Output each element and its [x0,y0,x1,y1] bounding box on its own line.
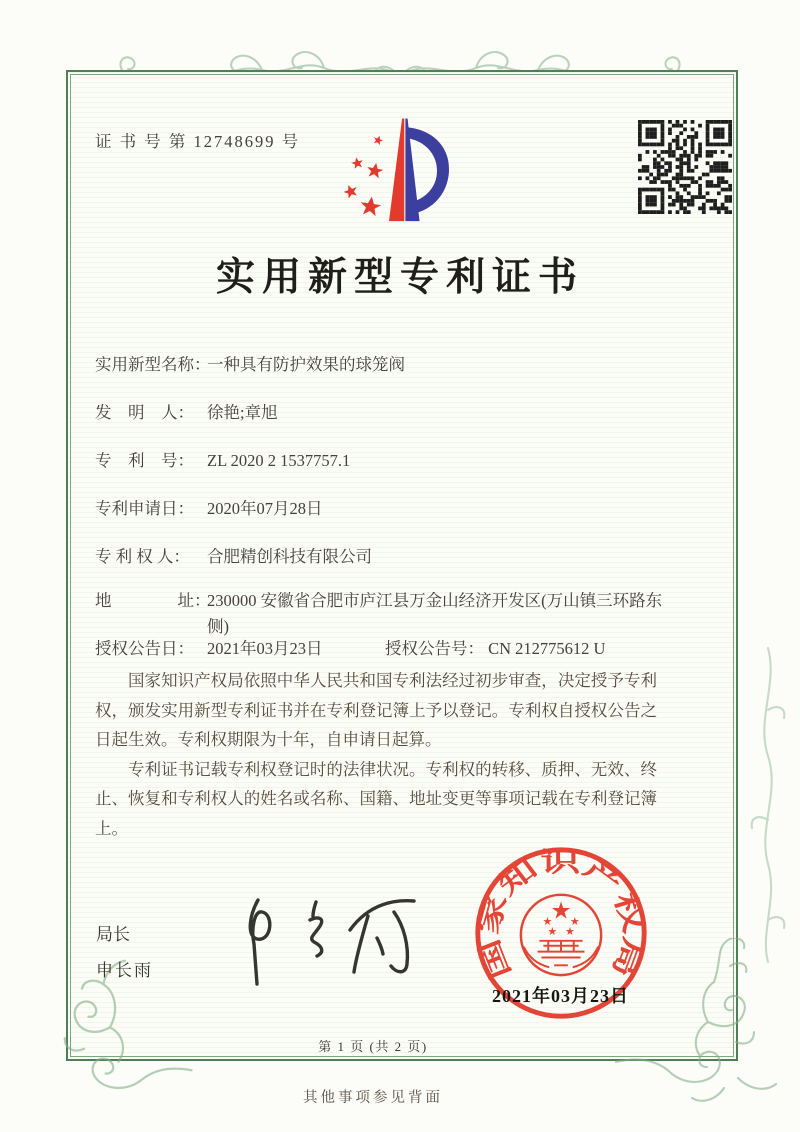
field-label: 发 明 人： [95,403,194,422]
qr-code-icon [638,120,732,214]
field-value: CN 212775612 U [488,639,606,658]
svg-text:★: ★ [547,925,558,938]
handwritten-signature-icon [212,886,437,994]
svg-text:★: ★ [564,925,575,938]
svg-text:★: ★ [569,916,580,929]
back-side-note: 其他事项参见背面 [303,1090,443,1106]
svg-text:★: ★ [542,916,553,929]
field-value: 2021年03月23日 [207,639,323,658]
field-row-name [95,352,405,378]
field-row-grant [95,636,606,662]
field-row-address [95,588,663,636]
right-edge-flourish-ornament [744,640,792,970]
field-row-filing-date [95,496,323,522]
field-value: 徐艳;章旭 [207,403,278,422]
legal-paragraph-1: 国家知识产权局依照中华人民共和国专利法经过初步审查，决定授予专利权，颁发实用新型专利证书并在专利登记簿上予以登记。专利权自授权公告之日起生效。专利权期限为十年，自申请日起算。 [95,671,657,749]
field-value: 合肥精创科技有限公司 [207,547,372,566]
field-label: 授权公告号： [385,639,484,658]
signer-name: 申长雨 [96,961,153,980]
certificate-number: 证 书 号 第 12748699 号 [95,132,301,151]
field-label: 专利申请日： [95,499,194,518]
field-value: 230000 安徽省合肥市庐江县万金山经济开发区(万山镇三环路东侧) [207,591,663,636]
svg-text:★: ★ [550,898,572,925]
field-label: 专 利 号： [95,451,194,470]
field-value: 2020年07月28日 [207,499,323,518]
field-label: 地 址： [95,591,211,610]
seal-ring-text: 国家知识产权局 [473,847,649,983]
certificate-title: 实用新型专利证书 [215,256,584,299]
field-pair-grant-no [385,636,605,662]
field-value: ZL 2020 2 1537757.1 [207,451,351,470]
page-number: 第 1 页 (共 2 页) [318,1039,428,1054]
field-row-patent-no [95,448,351,474]
field-label: 授权公告日： [95,639,194,658]
national-emblem [521,895,601,975]
field-value: 一种具有防护效果的球笼阀 [207,355,405,374]
field-row-patentee [95,544,372,570]
field-label: 实用新型名称： [95,355,211,374]
field-row-inventor [95,400,278,426]
grant-date-stamp: 2021年03月23日 [492,986,629,1006]
cnipa-logo-icon [341,112,461,232]
field-label: 专 利 权 人： [95,547,190,566]
legal-text [95,666,657,843]
signer-role: 局长 [96,925,130,944]
legal-paragraph-2: 专利证书记载专利权登记时的法律状况。专利权的转移、质押、无效、终止、恢复和专利权人的姓名或名称、国籍、地址变更等事项记载在专利登记簿上。 [95,759,657,838]
